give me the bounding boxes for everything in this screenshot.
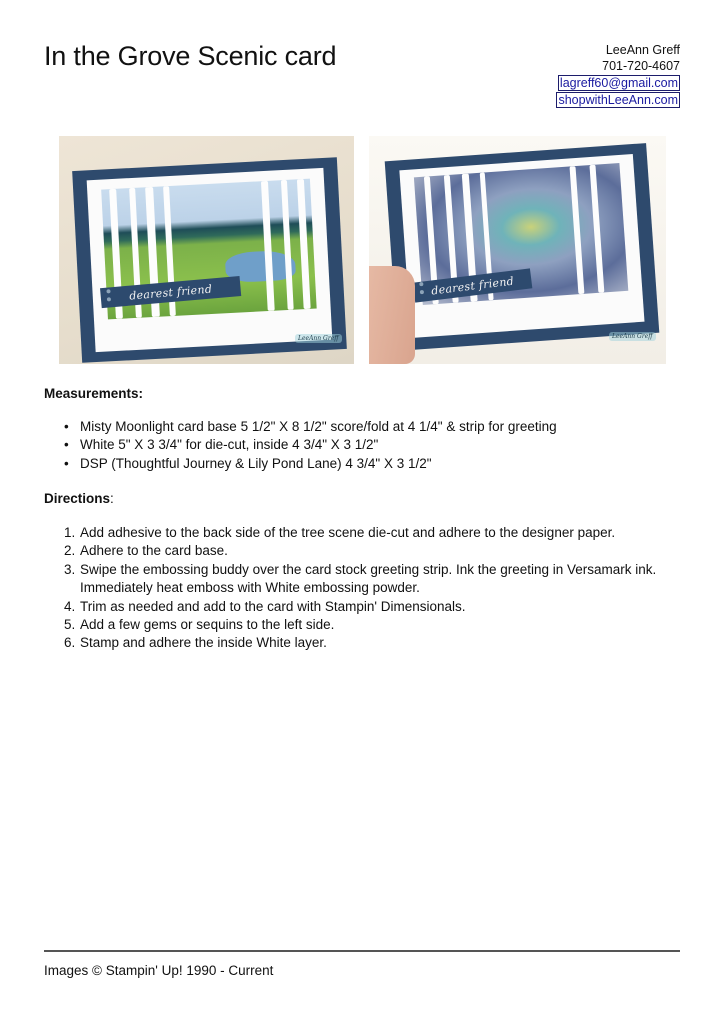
die-cut-mat	[399, 154, 644, 338]
list-item: 1. Add adhesive to the back side of the tree scene die-cut and adhere to the designer paper.	[64, 525, 616, 540]
signature: LeeAnn Greff	[295, 334, 342, 343]
list-item: 5. Add a few gems or sequins to the left side.	[64, 617, 335, 633]
card-photo-watercolor	[369, 136, 666, 364]
email-link[interactable]: lagreff60@gmail.com	[559, 76, 678, 90]
birch-tree	[589, 165, 604, 293]
website-link[interactable]: shopwithLeeAnn.com	[558, 93, 678, 107]
hand	[369, 266, 415, 364]
birch-tree	[297, 179, 311, 309]
contact-block	[556, 42, 680, 108]
list-item: • Misty Moonlight card base 5 1/2" X 8 1/2" score/fold at 4 1/4" & strip for greeting	[64, 419, 557, 434]
footer-divider	[44, 950, 680, 952]
list-item: 2. Adhere to the card base.	[64, 543, 228, 559]
die-cut-mat	[87, 168, 333, 352]
signature: LeeAnn Greff	[609, 332, 656, 341]
contact-phone: 701-720-4607	[602, 59, 680, 73]
list-item: • White 5" X 3 3/4" for die-cut, inside 4 3/4" X 3 1/2"	[64, 437, 379, 453]
birch-tree	[569, 166, 584, 294]
page-title: In the Grove Scenic card	[44, 41, 337, 71]
card-photos	[59, 136, 666, 364]
measurements-list	[44, 418, 684, 473]
directions-heading: Directions:	[44, 491, 114, 506]
greeting-strip: dearest friend	[413, 268, 533, 302]
measurements-heading: Measurements:	[44, 386, 144, 401]
contact-name: LeeAnn Greff	[605, 43, 680, 57]
list-item: • DSP (Thoughtful Journey & Lily Pond Lane) 4 3/4" X 3 1/2"	[64, 455, 432, 471]
greeting-strip: dearest friend	[100, 276, 241, 308]
birch-tree	[261, 181, 275, 311]
birch-tree	[281, 180, 294, 310]
list-item: 4. Trim as needed and add to the card with Stampin' Dimensionals.	[64, 598, 466, 614]
list-item: 6. Stamp and adhere the inside White layer.	[64, 635, 327, 651]
footer-copyright: Images © Stampin' Up! 1990 - Current	[44, 963, 274, 978]
card-photo-meadow	[59, 136, 354, 364]
card-base	[385, 143, 660, 351]
list-item: 3. Swipe the embossing buddy over the card stock greeting strip. Ink the greeting in Versamark ink. Immediately heat emboss with White embossing powder.	[64, 561, 657, 596]
card-base	[72, 157, 347, 363]
directions-list	[44, 524, 684, 653]
